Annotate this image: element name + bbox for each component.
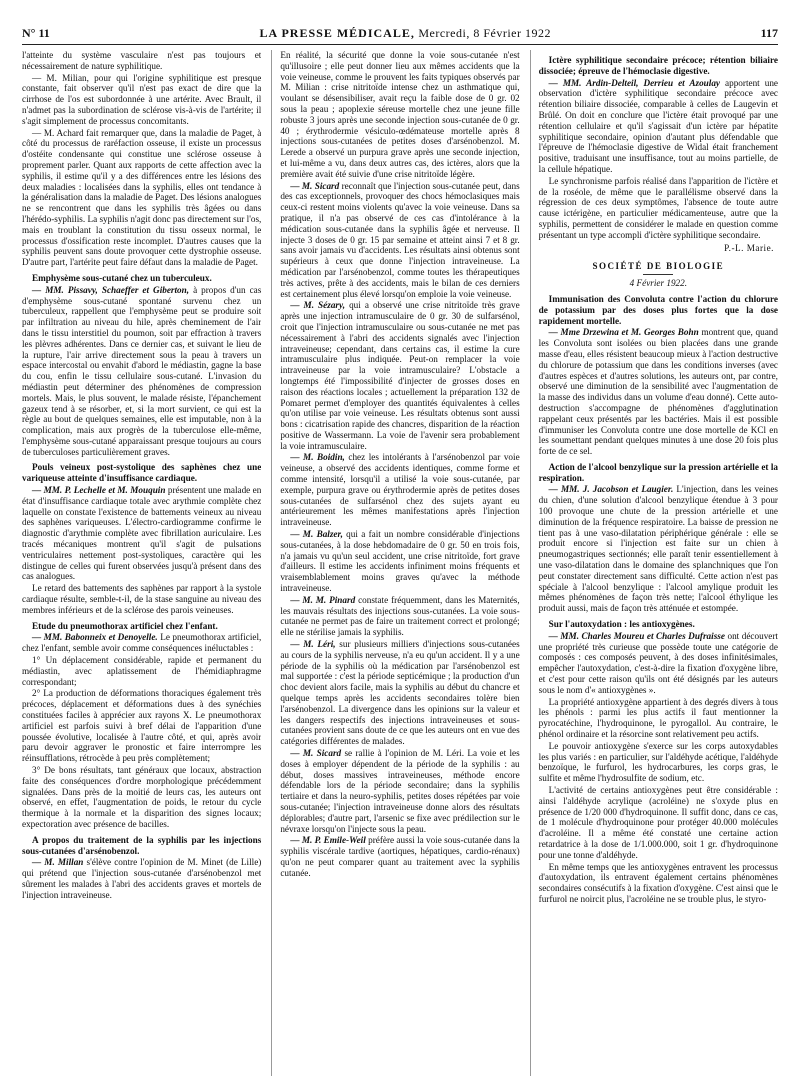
section-title: Action de l'alcool benzylique sur la pression artérielle et la respiration. bbox=[538, 461, 778, 483]
list-item: 2° La production de déformations thoraciques également très précoces, déplacement et déformations dues à des synéchies constituées faciles à apprécier aux rayons X. Le pneumothorax artificiel est parfois suivi à bref délai de l'apparition d'une poussée évolutive, localisée à l'autre côté, et qui, après avoir paru devoir aggraver le pronostic et faire interrompre les réinsufflations, rétrocède à peu près complètement; bbox=[22, 688, 262, 764]
author-signature: P.-L. Marie. bbox=[724, 242, 774, 253]
page-number: 117 bbox=[760, 26, 778, 40]
issue-number: N° 11 bbox=[22, 26, 50, 40]
section-title: Pouls veineux post-systolique des saphènes chez une variqueuse atteinte d'insuffisance cardiaque. bbox=[22, 462, 262, 484]
section-text: ont découvert une propriété très curieuse que possède toute une catégorie de composés : ces composés peuvent, à des doses infinitésimales, empêcher l'autoxydation, c'est-à-dire la fixation d'oxygène libre, et c'est pour cette raison qu'ils ont été désignés par les auteurs sous le nom d'« antioxygènes ». bbox=[538, 630, 778, 695]
section-text: s'élève contre l'opinion de M. Minet (de Lille) qui prétend que l'injection sous-cutanée d'arsénobenzol met sûrement les malades à l'abri des accidents graves et mortels de l'injection intraveineuse. bbox=[22, 857, 262, 900]
section-title: Etude du pneumothorax artificiel chez l'enfant. bbox=[32, 620, 218, 631]
speaker-name: — M. Boidin, bbox=[290, 452, 345, 463]
section-title: A propos du traitement de la syphilis par les injections sous-cutanées d'arsénobenzol. bbox=[22, 834, 262, 856]
page-header bbox=[22, 26, 778, 42]
paragraph bbox=[280, 748, 519, 834]
journal-title: LA PRESSE MÉDICALE, bbox=[259, 26, 415, 40]
section-authors: — Mme Drzewina et M. Georges Bohn bbox=[548, 327, 699, 338]
section-authors: — MM. Ardin-Delteil, Derrieu et Azoulay bbox=[548, 77, 721, 88]
speaker-name: — M. M. Pinard bbox=[290, 594, 356, 605]
section-title: Immunisation des Convoluta contre l'action du chlorure de potassium par des doses plus fortes que la dose rapidement mortelle. bbox=[538, 293, 778, 326]
section-text: présentent une malade en état d'insuffisance cardiaque totale avec arythmie complète chez laquelle on constate l'existence de battements veineux au niveau des saphènes variqueuses. L'électro-cardiogramme confirme le diagnostic d'arythmie complète avec fibrillation auriculaire. Les tracés mécaniques montrent qu'il s'agit de pulsations ventriculaires nettement post-systoliques, caractère qui les distingue de celles qui furent observées jusqu'à présent dans des cas analogues. bbox=[22, 485, 262, 582]
speaker-name: — M. Léri, bbox=[290, 639, 336, 650]
section-paragraph bbox=[22, 485, 261, 582]
paragraph: Le synchronisme parfois réalisé dans l'apparition de l'ictère et de la roséole, de même que le parallélisme observé dans la régression de ces deux symptômes, l'absence de toute autre cause ictérigène, en particulier médicamenteuse, autre que la syphilis, permettent de considérer le malade en question comme présentant un type accompli d'ictère syphilitique secondaire. bbox=[538, 175, 778, 240]
paragraph-text: chez les intolérants à l'arsénobenzol par voie veineuse, a observé des accidents identiques, comme forme et comme intensité, lorsqu'il a utilisé la voie sous-cutanée, par exemple, purpura grave ou érythrodermie après de petites doses sous-cutanées de sulfarsénol chez des sujets ayant eu antérieurement les mêmes manifestations après l'injection intraveineuse. bbox=[280, 452, 520, 528]
column-1 bbox=[22, 50, 261, 1076]
speaker-name: — M. Sicard bbox=[290, 748, 342, 758]
section-paragraph bbox=[22, 285, 261, 458]
section-paragraph bbox=[22, 632, 261, 654]
section-title: Ictère syphilitique secondaire précoce; rétention biliaire dissociée; épreuve de l'hémoclasie digestive. bbox=[538, 55, 778, 76]
speaker-name: — M. Sicard bbox=[290, 180, 340, 191]
section-paragraph bbox=[539, 484, 778, 614]
section-authors: — MM. Babonneix et Denoyelle. bbox=[32, 632, 158, 643]
section-text: Le pneumothorax artificiel, chez l'enfant, semble avoir comme conséquences inéluctables : bbox=[22, 632, 262, 654]
section-title: Emphysème sous-cutané chez un tuberculeux. bbox=[32, 272, 212, 283]
section-authors: — MM. J. Jacobson et Laugier. bbox=[548, 484, 674, 495]
paragraph bbox=[280, 181, 519, 300]
section-paragraph bbox=[22, 857, 261, 900]
section-paragraph bbox=[539, 78, 778, 175]
paragraph-text: qui a observé une crise nitritoïde très grave après une injection intramusculaire de 0 gr. 30 de sulfarsénol, croit que l'injection intramusculaire ou sous-cutanée ne met pas nécessairement à l'abri des accidents signalés avec l'injection intraveineuse; cependant, dans certains cas, il estime la cure intramusculaire plus indiquée. Peut-on remplacer la voie intraveineuse par la voie intramusculaire? L'obstacle a longtemps été l'impossibilité d'injecter de grosses doses en raison des réactions locales ; actuellement la préparation 132 de Pomaret permet d'employer des quantités équivalentes à celles qu'on utilise par voie veineuse. Les résultats obtenus sont aussi bons : cicatrisation rapide des chancres, disparition de la réaction positive de Wassermann. La voie de l'avenir sera probablement la voie intramusculaire. bbox=[280, 300, 520, 451]
paragraph: l'atteinte du système vasculaire n'est pas toujours et nécessairement de nature syphilitique. bbox=[22, 50, 262, 71]
column-2 bbox=[271, 50, 519, 1076]
speaker-name: — M. Sézary, bbox=[290, 300, 346, 311]
session-date: 4 Février 1922. bbox=[629, 278, 688, 289]
paragraph: L'activité de certains antioxygènes peut être considérable : ainsi l'aldéhyde acrylique (acroléine) ne s'oxyde plus en présence de 1/20 000 d'hydroquinone. Il suffit donc, dans ce cas, de 1 molécule d'hydroquinone pour protéger 40.000 molécules d'acroléine. Il a même été constaté une certaine action retardatrice à la dose de 1/1.000.000, soit 1 gr. d'hydroquinone pour une tonne d'aldéhyde. bbox=[538, 785, 778, 860]
paragraph bbox=[280, 529, 519, 594]
paragraph: — M. Achard fait remarquer que, dans la maladie de Paget, à côté du processus de raréfaction osseuse, il existe un processus d'ostéite condensante qui constitue une sclérose osseuse à proprement parler. Quant aux rapports de cette affection avec la syphilis, il estime qu'il y a des différences entre les lésions des deux maladies : localisées dans la syphilis, elles ont tendance à la généralisation dans la maladie de Paget. Des lésions analogues ne se rencontrent que dans les syphilis très âgées ou dans l'hérédo-syphilis. La syphilis n'agit donc pas directement sur l'os, mais en troublant la constitution du tissu osseux normal, le processus d'ossification reste incomplet. D'autres causes que la syphilis peuvent sans doute provoquer cette dystrophie osseuse. D'autre part, l'artérite peut faire défaut dans la maladie de Paget. bbox=[22, 127, 262, 268]
paragraph: En réalité, la sécurité que donne la voie sous-cutanée n'est qu'illusoire ; elle peut donner lieu aux mêmes accidents que la voie veineuse, comme le prouvent les faits typiques observés par M. Milian : crise nitritoïde intense chez un asthmatique qui, voulant se désensibiliser, avait reçu la faible dose de 0 gr. 02 sous la peau ; apoplexie séreuse mortelle chez une jeune fille robuste 3 jours après une seconde injection sous-cutanée de 0 gr. 40 ; érythrodermie vésiculo-œdémateuse mortelle après 8 injections sous-cutanées de petites doses d'arsénobenzol. M. Lerede a observé un purpura grave après une seconde injection, et lui-même a vu, dans deux autres cas, des ictères, alors que la première avait été suivie d'une crise nitritoïde légère. bbox=[280, 50, 520, 179]
section-authors: — MM. P. Lechelle et M. Mouquin bbox=[32, 485, 166, 496]
paragraph-text: qui a fait un nombre considérable d'injections sous-cutanées, à la dose hebdomadaire de 0 gr. 50 en trois fois, n'a jamais vu qu'un seul accident, une crise nitritoïde, fort grave d'ailleurs. Il estime les accidents infiniment moins fréquents et vraisemblablement moins graves qu'avec la méthode intraveineuse. bbox=[280, 529, 520, 594]
section-authors: — MM. Pissavy, Schaeffer et Giberton, bbox=[32, 284, 190, 295]
paragraph: En même temps que les antioxygènes entravent les processus d'autoxydation, ils entravent également certains phénomènes secondaires consécutifs à la fixation d'oxygène. C'est ainsi que le furfurol ne noircit plus, l'acroléine ne se trouble plus, le styro- bbox=[538, 861, 778, 904]
column-3 bbox=[530, 50, 778, 1076]
speaker-name: — M. Balzer, bbox=[290, 529, 343, 540]
paragraph bbox=[280, 452, 519, 528]
masthead bbox=[259, 26, 551, 41]
society-divider bbox=[643, 274, 673, 275]
issue-date: Mercredi, 8 Février 1922 bbox=[418, 26, 551, 40]
paragraph-text: reconnaît que l'injection sous-cutanée peut, dans des cas exceptionnels, provoquer des chocs hémoclasiques mais ceux-ci restent moins violents qu'avec la voie veineuse. Dans sa pratique, il n'a pas observé de ces cas d'intolérance à la médication sous-cutanée dans la syphilis âgée et nerveuse. Il injecte 3 doses de 0 gr. 15 par semaine et atteint ainsi 7 et 8 gr. sans avoir jamais vu d'accidents. Les résultats ainsi obtenus sont supérieurs à ceux que donne l'injection intraveineuse. La médication par l'arsénobenzol, comme toutes les thérapeutiques très actives, prête à des accidents, mais le bilan de ces derniers est certainement plus élevé lorsqu'on emploie la voie veineuse. bbox=[280, 180, 520, 299]
section-paragraph bbox=[539, 631, 778, 696]
paragraph: — M. Milian, pour qui l'origine syphilitique est presque constante, fait observer qu'il n'est pas exact de dire que la cirrhose de l'os est subordonnée à une artérite. Avec Brault, il n'admet pas la subordination de sclérose vis-à-vis de l'artérite; il s'agit simplement de processus concomitants. bbox=[22, 72, 262, 126]
speaker-name: — M. P. Emile-Weil bbox=[290, 835, 366, 846]
paragraph-text: sur plusieurs milliers d'injections sous-cutanées au cours de la syphilis nerveuse, n'a eu qu'un accident. Il y a une période de la syphilis où la médication par l'arsénobenzol est mal supportée : c'est la période septicémique ; la production d'un choc devient alors facile, mais la syphilis au début du chancre et quelque temps après les accidents secondaires tolère bien l'arsénobenzol. La divergence dans les opinions sur la valeur et les dangers respectifs des injections intraveineuses et sous-cutanées provient sans doute de ce que les auteurs ont en vue des catégories différentes de malades. bbox=[280, 639, 520, 747]
paragraph: Le retard des battements des saphènes par rapport à la systole cardiaque résulte, semble-t-il, de la stase sanguine au niveau des membres inférieurs et de la sclérose des parois veineuses. bbox=[22, 583, 262, 615]
section-text: L'injection, dans les veines du chien, d'une solution d'alcool benzylique étendue à 3 pour 100 provoque une chute de la pression artérielle et une diminution de la fréquence respiratoire. La baisse de pression ne tient pas à une vaso-dilatation périphérique générale : elle se produit encore si l'injection est faite sur un chien à pneumogastriques sectionnés; elle paraît tenir essentiellement à une vaso-dilatation dans le domaine des splanchniques que l'on peut constater directement sans difficulté. Cette action n'est pas spéciale à l'alcool benzylique : l'alcool amylique produit les mêmes phénomènes de façon très nette; l'alcool éthylique les produit aussi, mais de façon très atténuée et estompée. bbox=[538, 484, 778, 614]
paragraph: La propriété antioxygène appartient à des degrés divers à tous les phénols : parmi les plus actifs il faut mentionner la pyrocatéchine, l'hydroquinone, le pyrogallol. Au contraire, le phénol ordinaire et la résorcine sont relativement peu actifs. bbox=[538, 696, 778, 740]
section-authors: — M. Millan bbox=[32, 857, 84, 868]
paragraph bbox=[280, 595, 519, 638]
paragraph bbox=[280, 639, 519, 747]
article-columns bbox=[22, 50, 778, 1076]
paragraph bbox=[280, 835, 519, 878]
paragraph: Le pouvoir antioxygène s'exerce sur les corps autoxydables les plus variés : en particulier, sur l'aldéhyde acétique, l'aldéhyde benzoïque, le furfurol, les hydrocarbures, les corps gras, le sulfite et même l'hydrosulfite de sodium, etc. bbox=[538, 740, 778, 784]
list-item: 1° Un déplacement considérable, rapide et permanent du médiastin, avec aplatissement de l'hémidiaphragme correspondant; bbox=[22, 655, 262, 687]
header-rule bbox=[22, 44, 778, 45]
section-authors: — MM. Charles Moureu et Charles Dufraisse bbox=[548, 630, 725, 641]
section-title: Sur l'autoxydation : les antioxygènes. bbox=[548, 619, 695, 630]
section-text: montrent que, quand les Convoluta sont isolées ou bien placées dans une grande masse d'eau, elles résistent beaucoup mieux à l'action destructive du chlorure de potassium que dans les conditions inverses (avec d'autres espèces et d'autres solutions, les auteurs ont, par contre, observé une diminution de la sensibilité avec l'augmentation de la masse des individus dans un volume d'eau donné). Cette auto-destruction s'accompagne de phénomènes d'agglutination rappelant ceux présentés par les bactéries. Mais il est possible d'immuniser les Convoluta contre une dose mortelle de KCl en les soumettant pendant quelques minutes à une dose 20 fois plus forte de ce sel. bbox=[538, 327, 778, 457]
paragraph bbox=[280, 300, 519, 451]
section-text: à propos d'un cas d'emphysème sous-cutané spontané survenu chez un tuberculeux, rappellent que l'emphysème peut se produire soit par infiltration au niveau du hile, après cheminement de l'air dans le tissu interstitiel du poumon, soit par effraction à travers les plèvres adhérentes. Dans ce dernier cas, et suivant le lieu de la rupture, l'air arrive directement sous la peau à travers un espace intercostal ou envahit d'abord le médiastin, gagne la base du cou, enfin le tissu cellulaire sous-cutané. L'invasion du médiastin peut déterminer des phénomènes de compression mortels. Mais, le plus souvent, le malade résiste, l'épanchement gazeux tend à se résorber, et, si la mort survient, ce qui est la règle au bout de quelques semaines, elle est imputable, non à la complication, mais aux progrès de la tuberculose elle-même, l'emphysème sous-cutané apparaissant presque toujours au cours de tuberculoses particulièrement graves. bbox=[22, 284, 262, 457]
section-text: apportent une observation d'ictère syphilitique secondaire précoce avec rétention biliaire dissociée, comparable à celles de Laugevin et Brûlé. On doit en conclure que l'ictère était provoqué par une rétention cellulaire et qu'il s'agissait d'un ictère par hépatite syphilitique secondaire, opinion d'autant plus défendable que l'épreuve de l'hémoclasie digestive de Widal était franchement positive, traduisant une insuffisance, tout au moins partielle, de la cellule hépatique. bbox=[538, 77, 778, 174]
section-paragraph bbox=[539, 327, 778, 457]
paragraph-text: constate fréquemment, dans les Maternités, les mauvais résultats des injections sous-cutanées. La voie sous-cutanée ne permet pas de faire un traitement correct et prolongé; elle ne stérilise jamais la syphilis. bbox=[280, 594, 520, 638]
list-item: 3° De bons résultats, tant généraux que locaux, abstraction faite des conséquences d'ordre morphologique précédemment signalées. Dans près de la moitié de leurs cas, les auteurs ont observé, en effet, l'augmentation de poids, le retour du cycle thermique à la normale et la disparition des signes locaux; expectoration avec présence de bacilles. bbox=[22, 765, 262, 829]
paragraph-text: se rallie à l'opinion de M. Léri. La voie et les doses à employer dépendent de la période de la syphilis : au début, doses massives intraveineuses, méthode encore défendable lors de la période secondaire; dans la syphilis tertiaire et dans la neuro-syphilis, petites doses répétées par voie sous-cutanée; l'injection intraveineuse donne alors des résultats déplorables; d'autre part, l'arsenic se fixe avec prédilection sur le névraxe lorsqu'on l'injecte sous la peau. bbox=[280, 748, 520, 834]
society-heading: SOCIÉTÉ DE BIOLOGIE bbox=[592, 261, 725, 272]
paragraph-text: préfère aussi la voie sous-cutanée dans la syphilis viscérale tardive (aortiques, hépatiques, cardio-rénaux) qu'on ne peut comparer quant au traitement avec la syphilis cutanée. bbox=[280, 835, 520, 878]
